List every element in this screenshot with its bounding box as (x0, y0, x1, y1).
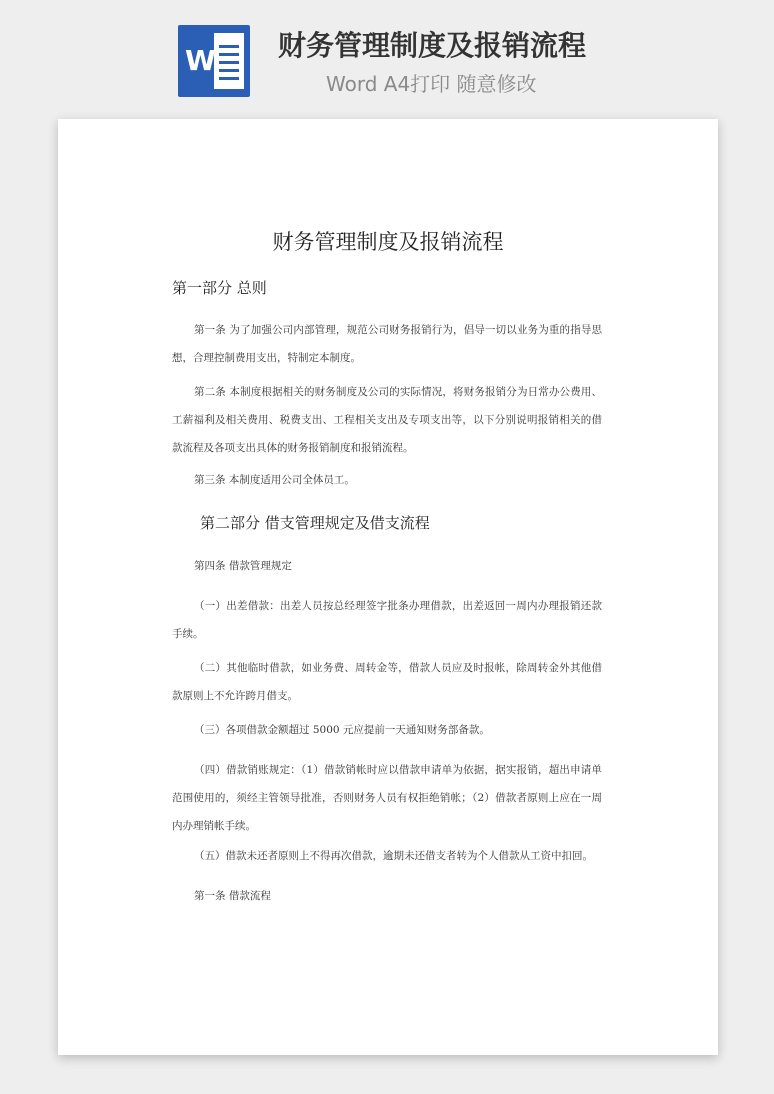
clause-4: （四）借款销账规定：（1）借款销帐时应以借款申请单为依据，据实报销，超出申请单范围使用的，须经主管领导批准，否则财务人员有权拒绝销帐；（2）借款者原则上应在一周内办理销帐手续。 (172, 764, 602, 832)
part1-heading: 第一部分 总则 (172, 279, 267, 297)
article-2: 第二条 本制度根据相关的财务制度及公司的实际情况，将财务报销分为日常办公费用、工薪福利及相关费用、税费支出、工程相关支出及专项支出等，以下分别说明报销相关的借款流程及各项支出具体的财务报销制度和报销流程。 (172, 386, 602, 454)
article-4: 第四条 借款管理规定 (194, 560, 292, 572)
word-icon-page (214, 33, 244, 89)
clause-2: （二）其他临时借款，如业务费、周转金等，借款人员应及时报帐，除周转金外其他借款原则上不允许跨月借支。 (172, 662, 602, 702)
article-borrow-process: 第一条 借款流程 (194, 890, 271, 902)
clause-3: （三）各项借款金额超过 5000 元应提前一天通知财务部备款。 (194, 724, 490, 736)
word-icon-letter: W (185, 44, 216, 77)
clause-5: （五）借款未还者原则上不得再次借款，逾期未还借支者转为个人借款从工资中扣回。 (194, 850, 593, 862)
article-1: 第一条 为了加强公司内部管理，规范公司财务报销行为，倡导一切以业务为重的指导思想，合理控制费用支出，特制定本制度。 (172, 324, 602, 364)
part2-heading: 第二部分 借支管理规定及借支流程 (200, 514, 430, 532)
template-banner (0, 0, 774, 118)
document-title: 财务管理制度及报销流程 (272, 230, 504, 254)
article-3: 第三条 本制度适用公司全体员工。 (194, 474, 355, 486)
document-page (58, 119, 718, 1055)
word-document-icon (178, 25, 250, 97)
banner-subtitle: Word A4打印 随意修改 (326, 72, 537, 96)
clause-1: （一）出差借款：出差人员按总经理签字批条办理借款，出差返回一周内办理报销还款手续。 (172, 600, 602, 640)
banner-title: 财务管理制度及报销流程 (278, 29, 587, 62)
